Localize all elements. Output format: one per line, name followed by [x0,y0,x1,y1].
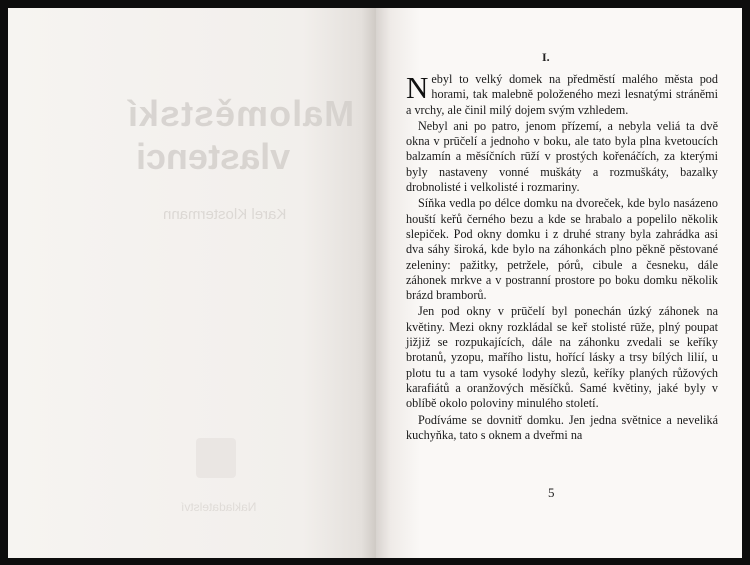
page-number: 5 [548,485,555,500]
paragraph-1 [406,72,718,118]
open-book [8,8,742,558]
paragraph-3: Síňka vedla po délce domku na dvoreček, kde bylo nasázeno houští keřů černého bezu a kde se hrabalo a popelilo několik slepiček. Pod okny domku i z druhé strany byla zahrádka asi dva sáhy široká, kde bylo na záhonkách plno pěkně pěstované zeleniny: pažitky, petržele, pórů, cibule a česneku, dále záhonek mrkve a v postranní prostore po boku domku několik brázd bramborů. [406,196,718,303]
body-text [406,72,718,444]
bleed-through-title-line1: Maloměstskí [126,93,354,134]
right-page [376,8,742,558]
paragraph-5: Podíváme se dovnitř domku. Jen jedna světnice a neveliká kuchyňka, tato s oknem a dveřmi na [406,412,718,442]
left-page [8,8,376,558]
paragraph-1-text: ebyl to velký domek na předměstí malého města pod horami, tak malebně položeného mezi lesnatými stráněmi a vrchy, ale činil milý dojem svým vzhledem. [406,72,718,117]
bleed-through-logo-icon [196,438,236,478]
paragraph-4: Jen pod okny v prūčelí byl ponechán úzký záhonek na květiny. Mezi okny rozkládal se keř stolisté rūže, plný poupat jižjiž se rozpukajících, dále na záhonku zvedali se keříky brotanů, yzopu, mařího listu, hořící lásky a trsy bílých lilií, u plotu tu a tam vysoké lodyhy slezů, keříky planých růžových karafiátů a oranžových měsíčků. Samé květiny, jaké byly v oblíbě okolo poloviny minulého století. [406,304,718,411]
chapter-heading: I. [542,50,550,64]
paragraph-2: Nebyl ani po patro, jenom přízemí, a nebyla veliá ta dvě okna v prūčelí a jednoho v boku, ale tato byla plna kvetoucích balzamín a měsíčních rūží v prostých kořenáčích, za kterými byly nastaveny vonné muškáty a rozmuškáty, bazalky drobnolisté i velkolisté i rozmariny. [406,118,718,195]
drop-cap: N [406,70,429,105]
bleed-through-publisher: Nakladatelství [180,500,256,514]
bleed-through-title-line2: vlastenci [135,136,290,177]
bleed-through-author: Karel Klostermann [162,206,286,223]
